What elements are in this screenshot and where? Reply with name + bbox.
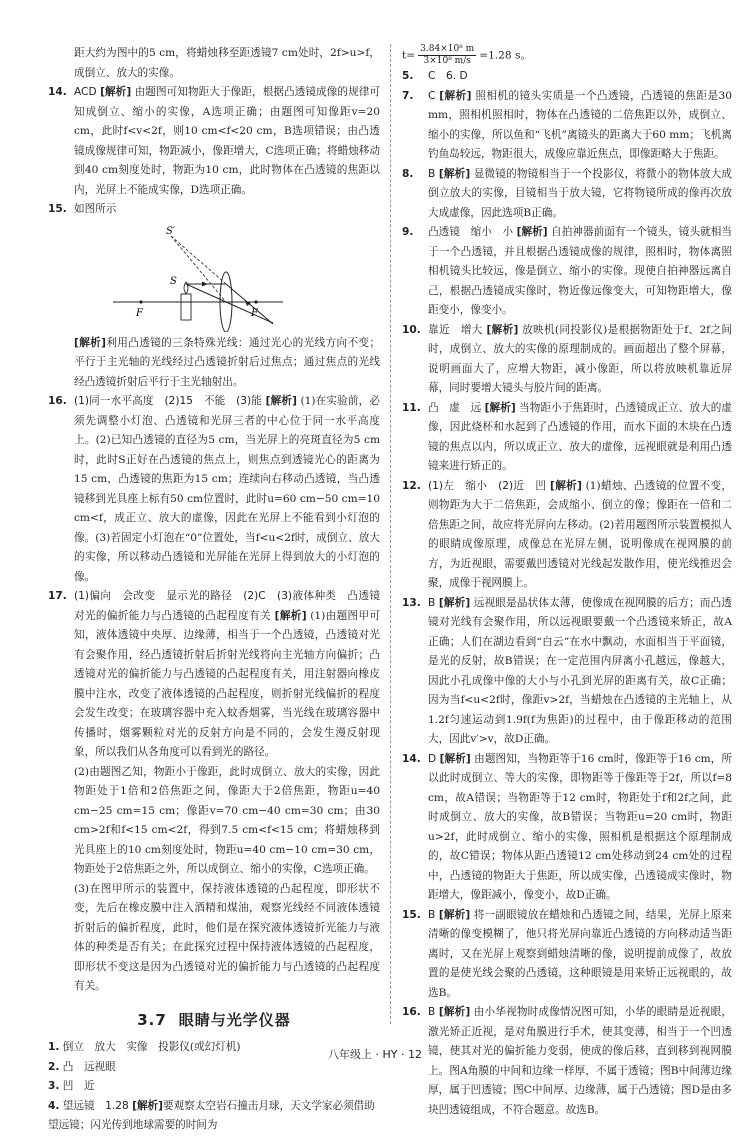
analysis-tag: [解析]	[486, 323, 519, 336]
question-13	[402, 594, 732, 750]
question-number: 7.	[402, 89, 414, 102]
focus-point-left	[139, 300, 142, 303]
answer: C 6. D	[428, 70, 468, 82]
analysis-text: (1)由题图甲可知，液体透镜中央厚、边缘薄，相当于一个凸透镜，凸透镜对光有会聚作用，经凸透镜折射后折射光线将向主光轴方向偏折；凸透镜对光的偏折能力与凸透镜的凸起程度有关，用注射器向橡皮膜中注水，改变了液体透镜的凸起程度，则折射光线偏折的程度会发生改变；在玻璃容器中充入蚊香烟雾，当光线在玻璃容器中传播时，烟雾颗粒对光的反射方向是不同的，会发生漫反射现象，所以我们从各角度可以看到光的路径。	[74, 609, 381, 758]
formula-prefix: t=	[402, 49, 416, 62]
answer: 凹 近	[62, 1080, 95, 1092]
question-17-part-2: (2)由题图乙知，物距小于像距，此时成倒立、放大的实像，因此物距处于1倍和2倍焦距之间，像距大于2倍焦距，物距u=40 cm−25 cm=15 cm；像距v=70 cm−40 cm=30 cm；由30 cm>2f和f<15 cm<2f，得到7.5 cm<f<15 cm；将蜡烛移到光具座上的10 cm刻度处时，物距u=40 cm−10 cm=30 cm，物距处于2倍焦距之外，所以成倒立、缩小的实像，C选项正确。	[74, 765, 380, 875]
question-number: 15.	[402, 908, 421, 921]
analysis-tag: [解析]	[438, 596, 471, 609]
analysis-tag: [解析]	[100, 86, 132, 98]
question-number: 13.	[402, 596, 421, 609]
refracted-ray-2	[226, 302, 273, 323]
answer: B	[428, 908, 436, 921]
answer: (1)左 缩小 (2)近 凹	[428, 479, 547, 492]
question-15	[48, 200, 380, 220]
question-number: 11.	[402, 401, 421, 414]
question-number: 8.	[402, 167, 414, 180]
left-column	[48, 44, 380, 1136]
section-q4	[48, 1097, 380, 1136]
column-divider	[390, 44, 391, 1024]
answer: 凸透镜 缩小 小	[428, 226, 514, 238]
candle	[181, 294, 191, 320]
question-number: 10.	[402, 323, 421, 336]
analysis-text: 将一副眼镜放在蜡烛和凸透镜之间，结果，光屏上原来清晰的像变模糊了，他只将光屏向靠近凸透镜的方向移动适当距离时，又在光屏上观察到蜡烛清晰的像，说明提前成像了，故放置的是使光线会聚的凸透镜，这种眼镜是用来矫正远视眼的，故选B。	[428, 908, 732, 999]
answer: B	[428, 1006, 436, 1018]
question-number: 14.	[402, 752, 421, 765]
analysis-tag: [解析]	[438, 1006, 471, 1018]
question-number: 9.	[402, 226, 414, 238]
question-10	[402, 321, 732, 399]
question-11	[402, 399, 732, 477]
arrow-icon	[202, 281, 208, 286]
analysis-text: (1)在实验前，必须先调整小灯泡、凸透镜和光屏三者的中心位于同一水平高度上。(2)已知凸透镜的直径为5 cm，当光屏上的亮斑直径为5 cm时，此时S正好在凸透镜的焦点上，则焦点到透镜光心的距离为15 cm，凸透镜的焦距为15 cm；连续向右移动凸透镜，当凸透镜移到光具座上标有50 cm位置时，此时u=60 cm−50 cm=10 cm<f，成正立、放大的虚像，因此在光屏上不能看到小灯泡的像。(3)若固定小灯泡在“0”位置处，当f<u<2f时，成倒立、放大的实像，所以移动凸透镜和光屏能在光屏上得到放大的小灯泡的像。	[74, 395, 380, 583]
question-number: 15.	[48, 203, 67, 215]
question-text: 如图所示	[74, 203, 117, 215]
analysis-tag: [解析]	[550, 479, 582, 492]
numerator: 3.84×10⁸ m	[420, 44, 475, 54]
question-7	[402, 87, 732, 165]
answer: (1)偏向 会改变 显示光的路径 (2)C (3)液体种类 凸透镜对光的偏折能力与凸透镜的凸起程度有关	[74, 590, 380, 622]
right-column	[402, 44, 732, 1120]
question-number: 5.	[402, 70, 414, 82]
label-s-prime: S′	[166, 225, 176, 237]
section-q3	[48, 1077, 380, 1097]
analysis-tag: [解析]	[438, 908, 471, 921]
question-15	[402, 906, 732, 1004]
analysis-text: 远视眼是晶状体太薄，使像成在视网膜的后方；而凸透镜对光线有会聚作用，所以远视眼要戴一个凸透镜来矫正，故A正确；人们在湖边看到“白云”在水中飘动，水面相当于平面镜，是光的反射，故B错误；在一定范围内屏离小孔越远，像越大，因此小孔成像中像的大小与小孔到光屏的距离有关，故C正确；因为当f<u<2f时，像距v>2f，当蜡烛在凸透镜的主光轴上，从1.2f匀速运动到1.9f(f为焦距)的过程中，由于像距移动的范围大，因此v′>v，故D正确。	[428, 596, 732, 745]
focus-point-right	[254, 300, 257, 303]
analysis-text: 由小华视物时成像情况图可知，小华的眼睛是近视眼，激光矫正近视，是对角膜进行手术，使其变薄，相当于一个凹透镜，使其对光的偏折能力变弱，使成的像后移，直到移到视网膜上。图A角膜的中间和边缘一样厚，不属于透镜；图B中间薄边缘厚，属于凹透镜；图C中间厚、边缘薄，属于凸透镜；图D是由多块凹透镜组成，不符合题意。故选B。	[428, 1006, 732, 1116]
answer: B	[428, 167, 436, 180]
analysis-tag: [解析]	[74, 336, 106, 349]
page-footer: 八年级上 · HY · 12	[328, 1048, 422, 1061]
analysis-text: (1)蜡烛、凸透镜的位置不变，则物距为大于二倍焦距，会成缩小、倒立的像；像距在一倍和二倍焦距之间，故应将光屏向左移动。(2)若用题图所示装置模拟人的眼睛成像原理，成像总在光屏左侧，说明像成在视网膜的前方，为近视眼，需要戴凹透镜对光线起发散作用，使光线推迟会聚，成像于视网膜上。	[428, 479, 732, 589]
formula-line	[402, 44, 732, 67]
analysis-tag: [解析]	[132, 1099, 163, 1112]
analysis-text: 要观察太空岩石撞击月球，天文学家必须借助望远镜；闪光传到地球需要的时间为	[48, 1099, 375, 1131]
section-title: 眼睛与光学仪器	[178, 1010, 291, 1029]
question-number: 2.	[48, 1060, 60, 1073]
question-14	[402, 750, 732, 906]
question-17-part-3: (3)在图甲所示的装置中，保持液体透镜的凸起程度，即形状不变，先后在橡皮膜中注入酒精和煤油，观察光线经不同液体透镜折射后的偏折程度，此时，他们是在探究液体透镜折光能力与液体的种类是否有关；在此探究过程中保持液体透镜的凸起程度，即形状不变这是因为凸透镜对光的偏折能力与凸透镜的凸起程度有关。	[74, 882, 380, 992]
question-number: 17.	[48, 590, 67, 602]
question-number: 1.	[48, 1041, 60, 1053]
question-15-analysis	[48, 334, 380, 393]
analysis-tag: [解析]	[438, 167, 471, 180]
label-f-right: F	[251, 307, 258, 319]
formula-suffix: =1.28 s。	[479, 49, 532, 62]
answer: ACD	[74, 86, 97, 98]
analysis-tag: [解析]	[516, 226, 548, 238]
question-number: 12.	[402, 479, 421, 492]
section-number: 3.7	[137, 1010, 167, 1029]
analysis-tag: [解析]	[484, 401, 516, 414]
label-s: S	[170, 275, 177, 287]
analysis-text: 自拍神器前面有一个镜头，镜头就相当于一个凸透镜，并且根据凸透镜成像的规律，照相时，物体离照相机镜头比较远，像是倒立、缩小的实像。现使自拍神器远离自己，根据凸透镜成实像时，物近像远像变大，可知物距增大，像距变小，像变小。	[428, 226, 732, 316]
analysis-tag: [解析]	[439, 752, 471, 765]
question-12	[402, 477, 732, 594]
answer: 望远镜 1.28	[62, 1099, 129, 1112]
analysis-text: 由题图可知物距大于像距，根据凸透镜成像的规律可知成倒立、缩小的实像，A选项正确；由题图可知像距v=20 cm，此时f<v<2f，则10 cm<f<20 cm，B选项错误；由凸透镜成像规律可知，物距减小，像距增大，C选项正确；将蜡烛移动到40 cm刻度处时，物距为10 cm，此时物体在凸透镜的焦距以内，光屏上不能成实像，D选项正确。	[74, 86, 381, 196]
question-number: 4.	[48, 1099, 60, 1112]
analysis-tag: [解析]	[274, 609, 307, 622]
answer: D	[428, 752, 437, 765]
analysis-text: 由题图知，当物距等于16 cm时，像距等于16 cm，所以此时成倒立、等大的实像，即物距等于像距等于2f，所以f=8 cm，故A错误；当物距等于12 cm时，物距处于f和2f之间，此时成倒立、放大的实像，故B错误；当物距u=20 cm时，物距u>2f，此时成倒立、缩小的实像，照相机是根据这个原理制成的，故C错误；物体从距凸透镜12 cm处移动到24 cm处的过程中，凸透镜的物距大于焦距，所以成实像，凸透镜成实像时，物距增大，像距减小，像变小，故D正确。	[428, 752, 733, 901]
question-number: 3.	[48, 1080, 60, 1092]
question-9	[402, 223, 732, 321]
analysis-tag: [解析]	[439, 89, 472, 102]
virtual-ray-2	[171, 236, 226, 302]
analysis-text: 当物距小于焦距时，凸透镜成正立、放大的虚像，因此烧杯和水起到了凸透镜的作用，而水下面的木块在凸透镜的焦点以内，所以成正立、放大的虚像，远视眼就是利用凸透镜来进行矫正的。	[428, 401, 732, 472]
lens-ray-diagram	[108, 222, 288, 332]
question-number: 16.	[48, 395, 67, 407]
answer: B	[428, 596, 436, 609]
question-17	[48, 587, 380, 763]
question-16	[48, 392, 380, 587]
continued-text: 距大约为图中的5 cm，将蜡烛移至距透镜7 cm处时，2f>u>f，成倒立、放大的实像。	[74, 47, 380, 79]
question-number: 16.	[402, 1006, 421, 1018]
analysis-text: 放映机(同投影仪)是根据物距处于f、2f之间时，成倒立、放大的实像的原理制成的。画面超出了整个屏幕，说明画面大了，应增大物距，减小像距，所以将放映机靠近屏幕，同时要增大镜头与胶片间的距离。	[428, 323, 732, 394]
label-f-left: F	[136, 307, 143, 319]
analysis-tag: [解析]	[265, 395, 297, 407]
analysis-text: 显微镜的物镜相当于一个投影仪，将微小的物体放大成倒立放大的实像，目镜相当于放大镜，它将物镜所成的像再次放大成虚像，因此选项B正确。	[428, 167, 732, 219]
question-14	[48, 83, 380, 200]
question-5	[402, 67, 732, 87]
ray-diagram-svg	[108, 222, 288, 332]
fraction	[418, 44, 476, 67]
answer: 靠近 增大	[428, 323, 483, 336]
answer: C	[428, 89, 436, 102]
answer: 倒立 放大 实像 投影仪(或幻灯机)	[62, 1041, 241, 1053]
section-heading	[48, 1011, 380, 1031]
denominator: 3×10⁸ m/s	[423, 56, 471, 66]
virtual-ray-1	[171, 236, 226, 284]
question-number: 14.	[48, 86, 67, 98]
answer: 凸 虚 远	[428, 401, 482, 414]
question-8	[402, 165, 732, 224]
analysis-text: 利用凸透镜的三条特殊光线：通过光心的光线方向不变；平行于主光轴的光线经过凸透镜折射后过焦点；通过焦点的光线经凸透镜折射后平行于主光轴射出。	[74, 336, 381, 388]
analysis-text: 照相机的镜头实质是一个凸透镜，凸透镜的焦距是30 mm，照相机照相时，物体在凸透镜的二倍焦距以外，成倒立、缩小的实像，所以鱼和“飞机”离镜头的距离大于60 mm；飞机离钓鱼岛较远，物距很大，成像应靠近焦点，即像距略大于焦距。	[428, 89, 732, 160]
answer: (1)同一水平高度 (2)15 不能 (3)能	[74, 395, 263, 407]
answer: 凸 远视眼	[62, 1060, 116, 1073]
